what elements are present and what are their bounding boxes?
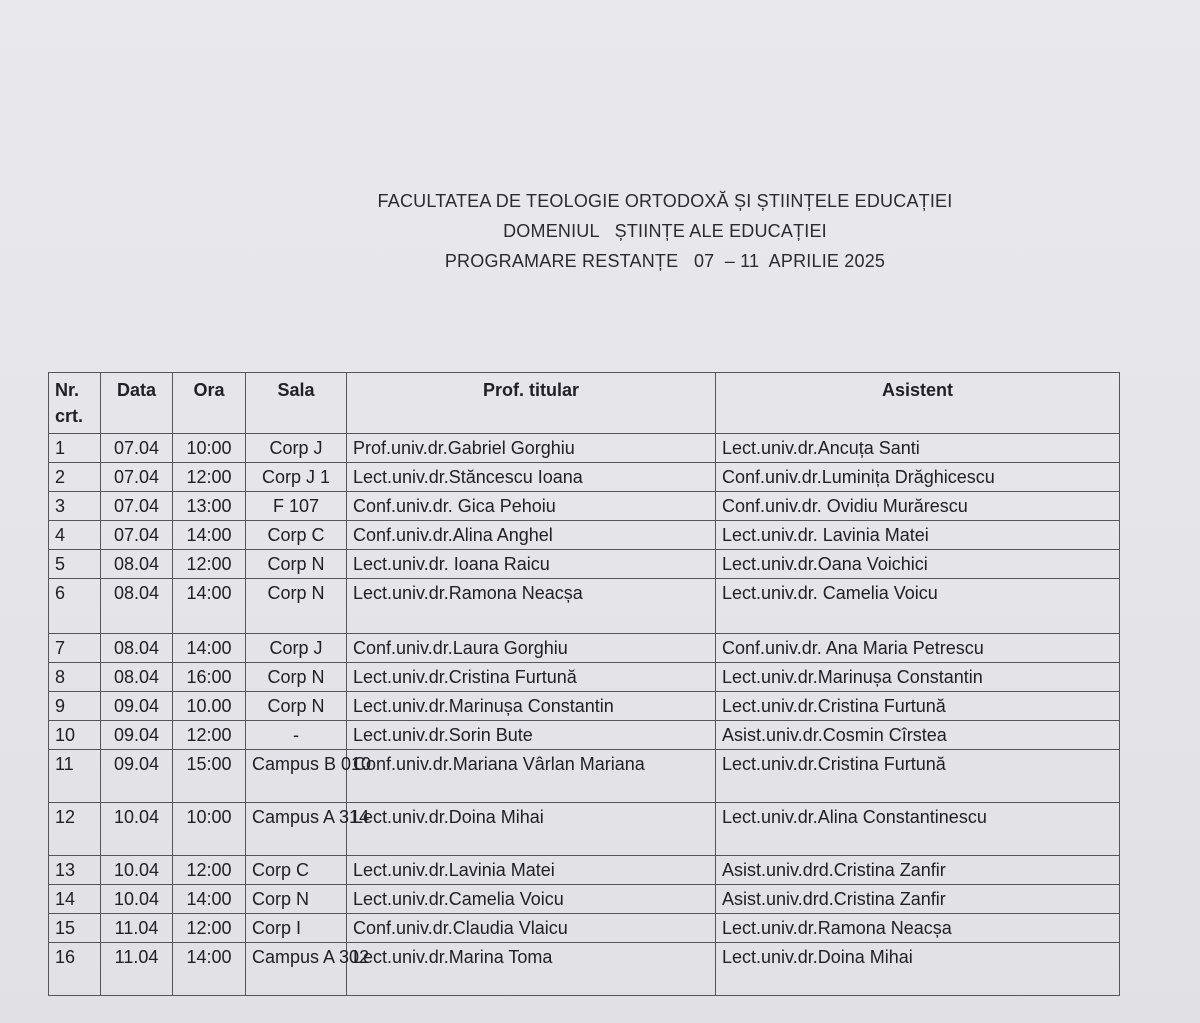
column-header-data: Data: [101, 373, 173, 434]
column-header-nr: Nr. crt.: [49, 373, 101, 434]
cell-prof: Lect.univ.dr.Cristina Furtună: [347, 663, 716, 692]
table-row: [49, 463, 1120, 492]
cell-ora: 14:00: [173, 521, 246, 550]
cell-asistent: Conf.univ.dr. Ana Maria Petrescu: [716, 634, 1120, 663]
cell-asistent: Asist.univ.drd.Cristina Zanfir: [716, 885, 1120, 914]
cell-data: 07.04: [101, 521, 173, 550]
table-row: [49, 721, 1120, 750]
cell-sala: Corp N: [246, 579, 347, 634]
domain-title: DOMENIUL ȘTIINȚE ALE EDUCAȚIEI: [503, 221, 827, 241]
cell-ora: 10.00: [173, 692, 246, 721]
cell-ora: 10:00: [173, 803, 246, 856]
cell-ora: 13:00: [173, 492, 246, 521]
cell-ora: 10:00: [173, 434, 246, 463]
table-row: [49, 750, 1120, 803]
cell-asistent: Lect.univ.dr.Alina Constantinescu: [716, 803, 1120, 856]
cell-nr: 15: [49, 914, 101, 943]
cell-asistent: Conf.univ.dr.Luminița Drăghicescu: [716, 463, 1120, 492]
column-header-ora: Ora: [173, 373, 246, 434]
cell-sala: Corp J 1: [246, 463, 347, 492]
cell-data: 10.04: [101, 803, 173, 856]
cell-asistent: Lect.univ.dr.Cristina Furtună: [716, 692, 1120, 721]
table-row: [49, 634, 1120, 663]
cell-data: 10.04: [101, 885, 173, 914]
document-header: [300, 186, 1030, 276]
cell-asistent: Asist.univ.dr.Cosmin Cîrstea: [716, 721, 1120, 750]
cell-ora: 14:00: [173, 634, 246, 663]
cell-prof: Conf.univ.dr.Mariana Vârlan Mariana: [347, 750, 716, 803]
table-row: [49, 943, 1120, 996]
cell-prof: Conf.univ.dr.Laura Gorghiu: [347, 634, 716, 663]
cell-asistent: Lect.univ.dr.Cristina Furtună: [716, 750, 1120, 803]
cell-data: 08.04: [101, 663, 173, 692]
cell-prof: Lect.univ.dr.Marinușa Constantin: [347, 692, 716, 721]
cell-ora: 14:00: [173, 943, 246, 996]
cell-ora: 12:00: [173, 463, 246, 492]
cell-asistent: Asist.univ.drd.Cristina Zanfir: [716, 856, 1120, 885]
cell-data: 09.04: [101, 721, 173, 750]
table-header-row: [49, 373, 1120, 434]
faculty-title: FACULTATEA DE TEOLOGIE ORTODOXĂ ȘI ȘTIINȚELE EDUCAȚIEI: [377, 191, 953, 211]
cell-prof: Prof.univ.dr.Gabriel Gorghiu: [347, 434, 716, 463]
cell-ora: 12:00: [173, 550, 246, 579]
cell-nr: 7: [49, 634, 101, 663]
column-header-asistent: Asistent: [716, 373, 1120, 434]
cell-data: 09.04: [101, 750, 173, 803]
cell-prof: Lect.univ.dr.Stăncescu Ioana: [347, 463, 716, 492]
cell-prof: Lect.univ.dr.Camelia Voicu: [347, 885, 716, 914]
cell-prof: Conf.univ.dr.Claudia Vlaicu: [347, 914, 716, 943]
cell-ora: 14:00: [173, 885, 246, 914]
cell-asistent: Lect.univ.dr. Camelia Voicu: [716, 579, 1120, 634]
cell-data: 08.04: [101, 579, 173, 634]
cell-prof: Lect.univ.dr.Lavinia Matei: [347, 856, 716, 885]
cell-sala: Campus B 010: [246, 750, 347, 803]
cell-prof: Lect.univ.dr.Marina Toma: [347, 943, 716, 996]
cell-sala: Corp C: [246, 521, 347, 550]
cell-nr: 11: [49, 750, 101, 803]
cell-nr: 3: [49, 492, 101, 521]
table-row: [49, 579, 1120, 634]
table-row: [49, 692, 1120, 721]
cell-nr: 5: [49, 550, 101, 579]
cell-nr: 6: [49, 579, 101, 634]
cell-nr: 10: [49, 721, 101, 750]
table-row: [49, 663, 1120, 692]
cell-prof: Lect.univ.dr.Ramona Neacșa: [347, 579, 716, 634]
table-row: [49, 803, 1120, 856]
cell-sala: -: [246, 721, 347, 750]
cell-sala: Corp J: [246, 634, 347, 663]
cell-sala: Campus A 302: [246, 943, 347, 996]
cell-data: 08.04: [101, 550, 173, 579]
table-row: [49, 550, 1120, 579]
cell-nr: 8: [49, 663, 101, 692]
cell-asistent: Lect.univ.dr.Doina Mihai: [716, 943, 1120, 996]
cell-sala: Corp I: [246, 914, 347, 943]
cell-sala: Corp C: [246, 856, 347, 885]
cell-asistent: Lect.univ.dr.Ancuța Santi: [716, 434, 1120, 463]
cell-prof: Conf.univ.dr.Alina Anghel: [347, 521, 716, 550]
cell-sala: F 107: [246, 492, 347, 521]
cell-data: 07.04: [101, 492, 173, 521]
cell-nr: 12: [49, 803, 101, 856]
cell-asistent: Lect.univ.dr. Lavinia Matei: [716, 521, 1120, 550]
cell-data: 07.04: [101, 434, 173, 463]
cell-nr: 16: [49, 943, 101, 996]
cell-sala: Corp N: [246, 885, 347, 914]
cell-data: 11.04: [101, 914, 173, 943]
cell-asistent: Lect.univ.dr.Oana Voichici: [716, 550, 1120, 579]
cell-asistent: Lect.univ.dr.Marinușa Constantin: [716, 663, 1120, 692]
cell-asistent: Lect.univ.dr.Ramona Neacșa: [716, 914, 1120, 943]
column-header-sala: Sala: [246, 373, 347, 434]
cell-nr: 4: [49, 521, 101, 550]
cell-data: 11.04: [101, 943, 173, 996]
cell-sala: Corp N: [246, 663, 347, 692]
cell-data: 07.04: [101, 463, 173, 492]
cell-data: 09.04: [101, 692, 173, 721]
schedule-table: [48, 372, 1120, 996]
cell-sala: Corp N: [246, 550, 347, 579]
cell-sala: Corp J: [246, 434, 347, 463]
cell-ora: 12:00: [173, 856, 246, 885]
table-row: [49, 521, 1120, 550]
cell-prof: Lect.univ.dr.Sorin Bute: [347, 721, 716, 750]
table-row: [49, 856, 1120, 885]
table-row: [49, 492, 1120, 521]
cell-ora: 12:00: [173, 721, 246, 750]
cell-asistent: Conf.univ.dr. Ovidiu Murărescu: [716, 492, 1120, 521]
cell-nr: 2: [49, 463, 101, 492]
cell-nr: 14: [49, 885, 101, 914]
cell-nr: 13: [49, 856, 101, 885]
cell-ora: 12:00: [173, 914, 246, 943]
cell-prof: Lect.univ.dr. Ioana Raicu: [347, 550, 716, 579]
cell-ora: 16:00: [173, 663, 246, 692]
cell-ora: 14:00: [173, 579, 246, 634]
schedule-title: PROGRAMARE RESTANȚE 07 – 11 APRILIE 2025: [444, 251, 886, 271]
cell-sala: Corp N: [246, 692, 347, 721]
cell-prof: Conf.univ.dr. Gica Pehoiu: [347, 492, 716, 521]
cell-prof: Lect.univ.dr.Doina Mihai: [347, 803, 716, 856]
cell-data: 08.04: [101, 634, 173, 663]
column-header-prof: Prof. titular: [347, 373, 716, 434]
cell-sala: Campus A 314: [246, 803, 347, 856]
cell-ora: 15:00: [173, 750, 246, 803]
table-row: [49, 434, 1120, 463]
table-row: [49, 914, 1120, 943]
cell-nr: 1: [49, 434, 101, 463]
cell-nr: 9: [49, 692, 101, 721]
cell-data: 10.04: [101, 856, 173, 885]
table-row: [49, 885, 1120, 914]
